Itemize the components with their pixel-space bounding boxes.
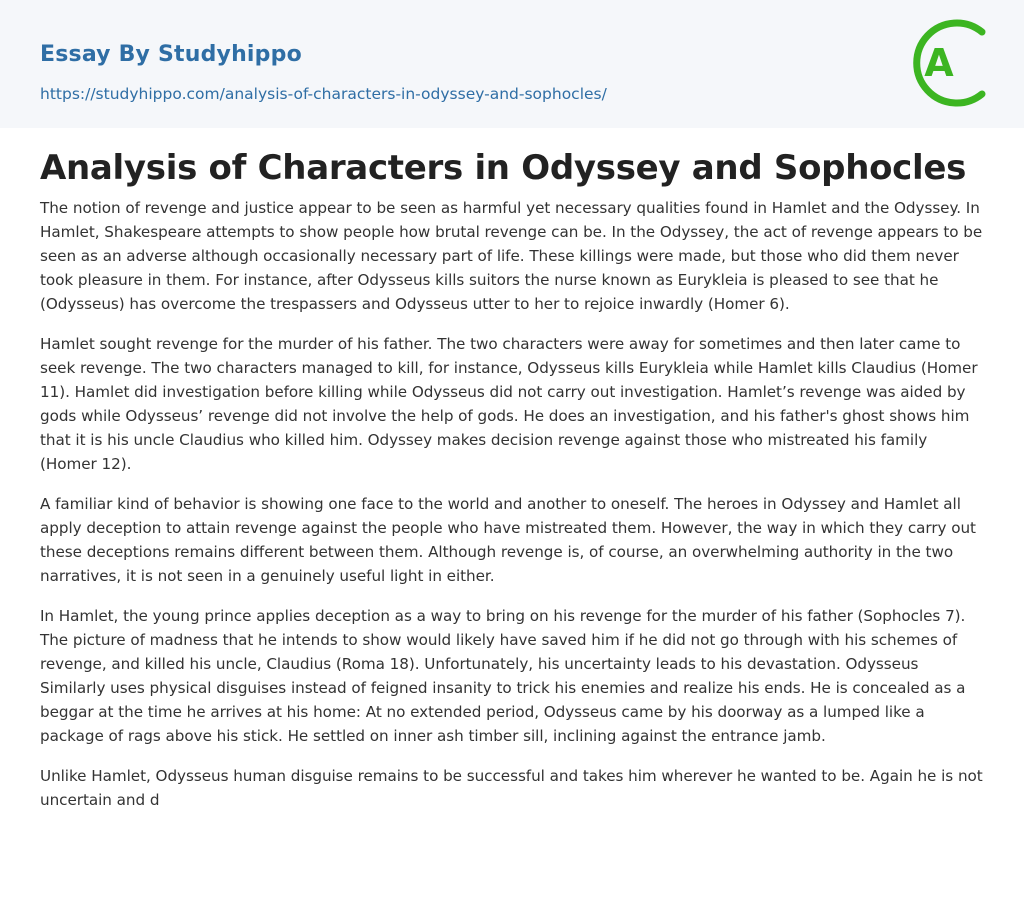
site-header [0,0,1024,128]
paragraph: Hamlet sought revenge for the murder of his father. The two characters were away for sometimes and then later came to seek revenge. The two characters managed to kill, for instance, Odysseus kills Eurykleia while Hamlet kills Claudius (Homer 11). Hamlet did investigation before killing while Odysseus did not carry out investigation. Hamlet’s revenge was aided by gods while Odysseus’ revenge did not involve the help of gods. He does an investigation, and his father's ghost shows him that it is his uncle Claudius who killed him. Odyssey makes decision revenge against those who mistreated his family (Homer 12). [40,335,978,473]
article-body [0,128,1024,812]
logo-letter: A [924,41,954,85]
article-title: Analysis of Characters in Odyssey and Sophocles [40,148,967,188]
paragraph: A familiar kind of behavior is showing one face to the world and another to oneself. The heroes in Odyssey and Hamlet all apply deception to attain revenge against the people who have mistreated them. However, the way in which they carry out these deceptions remains different between them. Although revenge is, of course, an overwhelming authority in the two narratives, it is not seen in a genuinely useful light in either. [40,495,976,585]
brand-title[interactable]: Essay By Studyhippo [40,42,302,67]
paragraph: In Hamlet, the young prince applies deception as a way to bring on his revenge for the murder of his father (Sophocles 7). The picture of madness that he intends to show would likely have saved him if he did not go through with his schemes of revenge, and killed his uncle, Claudius (Roma 18). Unfortunately, his uncertainty leads to his devastation. Odysseus Similarly uses physical disguises instead of feigned insanity to trick his enemies and realize his ends. He is concealed as a beggar at the time he arrives at his home: At no extended period, Odysseus came by his doorway as a lumped like a package of rags above his stick. He settled on inner ash timber sill, inclining against the entrance jamb. [40,607,966,745]
studyhippo-logo-icon[interactable] [912,18,988,108]
paragraph: Unlike Hamlet, Odysseus human disguise remains to be successful and takes him wherever he wanted to be. Again he is not uncertain and d [40,767,983,809]
paragraph: The notion of revenge and justice appear to be seen as harmful yet necessary qualities found in Hamlet and the Odyssey. In Hamlet, Shakespeare attempts to show people how brutal revenge can be. In the Odyssey, the act of revenge appears to be seen as an adverse although occasionally necessary part of life. These killings were made, but those who did them never took pleasure in them. For instance, after Odysseus kills suitors the nurse known as Eurykleia is pleased to see that he (Odysseus) has overcome the trespassers and Odysseus utter to her to rejoice inwardly (Homer 6). [40,199,983,313]
article-url-link[interactable]: https://studyhippo.com/analysis-of-characters-in-odyssey-and-sophocles/ [40,85,607,103]
